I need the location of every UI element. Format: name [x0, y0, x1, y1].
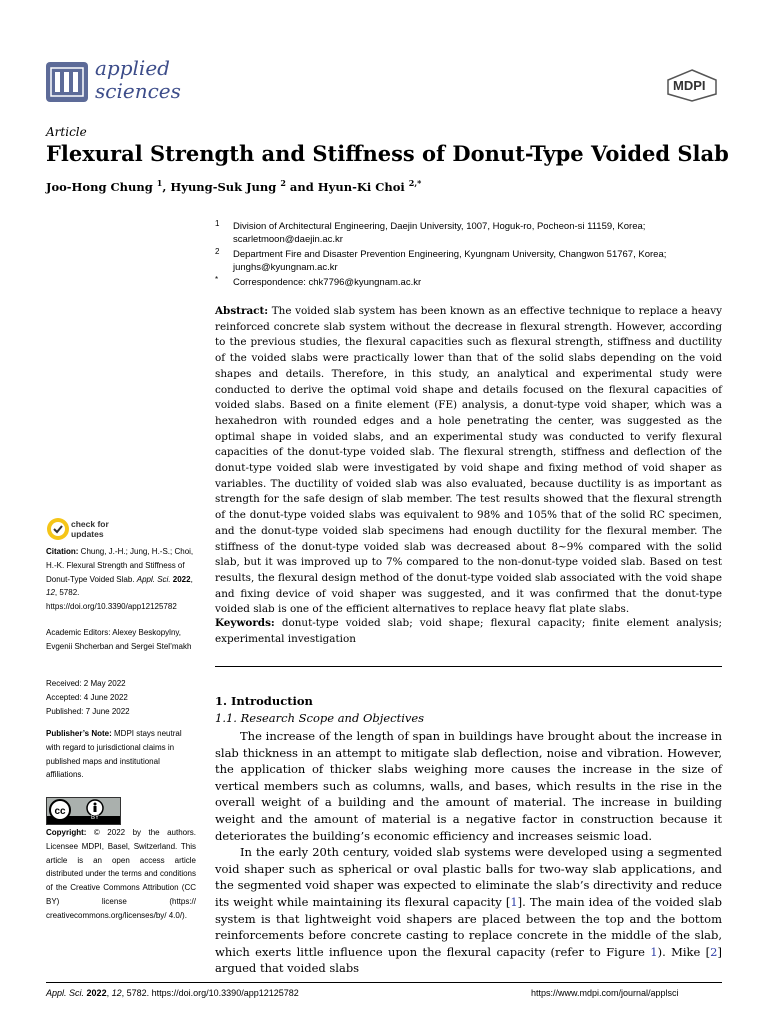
citation-block: Citation: Chung, J.-H.; Jung, H.-S.; Choi, H.-K. Flexural Strength and Stiffness of Donut-Type Voided Slab. Appl. Sci. 2022, 12, 5782. https://doi.org/10.3390/app12125782	[46, 547, 194, 612]
paragraph-text: In the early 20th century, voided slab systems were developed using a segmented void shaper such as spherical or oval plastic balls for two-way slab applications, and the segmented void shaper was expected to eliminate the slab’s directivity and reduce its weight while maintaining its flexural capacity [	[215, 845, 722, 909]
keywords-label: Keywords:	[215, 617, 275, 629]
received-date: Received: 2 May 2022	[46, 679, 126, 688]
paragraph-text: ]. The main idea of the voided slab system is that lightweight void shapers are placed between the top and the bottom reinforcements before concrete casting to replace concrete in the middle of the slab, which exerts little influence upon the flexural capacity (refer to Figure	[215, 894, 722, 959]
academic-editors: Academic Editors: Alexey Beskopylny, Evgenii Shcherban and Sergei Stel’makh	[46, 628, 192, 651]
publisher-name: MDPI	[673, 78, 706, 93]
paragraph: The increase of the length of span in buildings have brought about the increase in slab thickness in an attempt to mitigate slab deflection, noise and vibration. However, the application of thicker slabs weighing more causes the increase in the size of vertical members such as columns, walls, and bases, which results in the rise in the overall weight of a building and the amount of material. The increase in building weight and the amount of material is a negative factor in construction because it deteriorates the building’s economic efficiency and increases seismic load.	[215, 729, 722, 843]
keywords-text: donut-type voided slab; void shape; flexural capacity; finite element analysis; experimental investigation	[215, 617, 722, 645]
affiliation-mark: 1	[215, 219, 220, 228]
author-list	[46, 178, 421, 194]
affiliation-item	[215, 276, 725, 289]
author-separator: ,	[162, 179, 171, 194]
figure-link[interactable]: 1	[650, 944, 658, 959]
publisher-note-text: MDPI stays neutral with regard to jurisdictional claims in published maps and institutional affiliations.	[46, 729, 182, 780]
check-updates-text	[71, 519, 109, 539]
check-updates-icon	[46, 517, 70, 541]
journal-name	[95, 57, 181, 103]
paragraph-text: ] argued that voided slabs	[215, 944, 722, 976]
publisher-note-label: Publisher’s Note:	[46, 729, 112, 738]
author-separator: and	[285, 179, 318, 194]
footer-divider	[46, 982, 722, 983]
creative-commons-icon	[47, 798, 120, 824]
copyright-text: © 2022 by the authors. Licensee MDPI, Basel, Switzerland. This article is an open access article distributed under the terms and conditions of the Creative Commons Attribution (CC BY) license (https:// creativecommons.org/licenses/by/ 4.0/).	[46, 828, 196, 920]
journal-name-line1: applied	[95, 56, 170, 80]
citation-journal: Appl. Sci.	[136, 574, 171, 584]
author-name[interactable]: Joo-Hong Chung	[46, 179, 153, 194]
check-for-updates-badge[interactable]	[46, 517, 156, 547]
footer-journal: Appl. Sci.	[46, 988, 85, 998]
check-updates-line2: updates	[71, 529, 104, 539]
affiliation-mark: *	[215, 275, 219, 284]
cc-by-license-logo[interactable]	[46, 797, 121, 825]
citation-doi[interactable]: , 5782. https://doi.org/10.3390/app12125782	[46, 588, 177, 612]
article-type: Article	[46, 125, 87, 139]
journal-emblem-icon	[46, 62, 88, 102]
abstract-label: Abstract:	[215, 305, 269, 317]
copyright-notice	[46, 826, 196, 923]
citation-text: Chung, J.-H.; Jung, H.-S.; Choi, H.-K. Flexural Strength and Stiffness of Donut-Type Voided Slab.	[46, 547, 194, 584]
author-affiliation-mark: 1	[156, 178, 163, 188]
cc-by-label: BY	[91, 815, 100, 821]
keywords	[215, 616, 722, 647]
reference-link[interactable]: 2	[710, 944, 718, 959]
accepted-date: Accepted: 4 June 2022	[46, 692, 128, 702]
author-affiliation-mark: 2	[280, 178, 286, 188]
footer-doi[interactable]: , 5782. https://doi.org/10.3390/app12125782	[121, 988, 299, 998]
body-text	[215, 728, 722, 977]
footer-journal-url[interactable]: https://www.mdpi.com/journal/applsci	[531, 988, 679, 998]
affiliation-text: Department Fire and Disaster Prevention Engineering, Kyungnam University, Changwon 51767, Korea; junghs@kyungnam.ac.kr	[233, 249, 667, 273]
publisher-note	[46, 727, 196, 782]
affiliation-mark: 2	[215, 247, 220, 256]
subsection-heading: 1.1. Research Scope and Objectives	[215, 711, 425, 725]
section-heading: 1. Introduction	[215, 694, 313, 708]
footer-volume: 12	[111, 988, 122, 998]
author-name[interactable]: Hyung-Suk Jung	[170, 179, 277, 194]
citation-year: 2022	[172, 574, 191, 584]
paragraph	[215, 844, 722, 977]
author-name[interactable]: Hyun-Ki Choi	[317, 179, 405, 194]
affiliation-text: Correspondence: chk7796@kyungnam.ac.kr	[233, 277, 422, 288]
divider	[215, 666, 722, 667]
affiliation-list	[215, 220, 725, 291]
paragraph-text: ). Mike [	[657, 944, 711, 959]
affiliation-item	[215, 248, 725, 274]
affiliation-text: Division of Architectural Engineering, Daejin University, 1007, Hoguk-ro, Pocheon-si 11159, Korea; scarletmoon@daejin.ac.kr	[233, 221, 646, 245]
copyright-label: Copyright:	[46, 828, 87, 837]
published-date: Published: 7 June 2022	[46, 706, 130, 716]
footer-year: 2022	[86, 988, 107, 998]
abstract-text: The voided slab system has been known as an effective technique to replace a heavy reinforced concrete slab system without the decrease in flexural strength. However, according to the previous studies, the flexural capacities such as flexural strength, stiffness and ductility of the voided slabs were practically lower than that of the solid slabs depending on the void shapes and details. Therefore, in this study, an analytical and experimental study were conducted to derive the optimal void shape and details focused on the flexural capacities of voided slabs. Based on a finite element (FE) analysis, a donut-type void shaper, which was a hexahedron with rounded edges and a hole penetrating the center, was suggested as the optimal shape in voided slabs, and an experimental study was conducted to verify flexural capacities of the donut-type voided slab. The flexural strength, stiffness and deflection of the donut-type voided slab were investigated by void shape and fixing method of void shaper as variables. The ductility of voided slab was also evaluated, because ductility is as important as strength for the safe design of slab member. The test results showed that the flexural strength of the donut-type voided slabs was equivalent to 98% and 105% that of the solid RC specimen, and the donut-type voided slab specimens had enough ductility for the flexural member. The stiffness of the donut-type voided slab was decreased about 8~9% compared with the solid slab, but it was improved up to 7% compared to the non-donut-type voided slab. Based on test results, the flexural design method of the donut-type voided slab associated with the void shape and fixing device of void shaper was suggested, and it was confirmed that the donut-type voided slab is one of the efficient alternatives to replace heavy flat plate slabs.	[215, 305, 722, 616]
citation-label: Citation:	[46, 547, 79, 556]
journal-name-line2: sciences	[95, 79, 181, 103]
article-title: Flexural Strength and Stiffness of Donut-Type Voided Slab	[46, 141, 729, 166]
affiliation-item	[215, 220, 725, 246]
journal-logo[interactable]	[46, 56, 186, 106]
article-dates	[46, 677, 196, 718]
check-updates-line1: check for	[71, 519, 109, 529]
author-affiliation-mark: 2,*	[408, 178, 422, 188]
svg-text:cc: cc	[54, 806, 66, 817]
reference-link[interactable]: 1	[510, 894, 518, 909]
publisher-logo[interactable]	[664, 68, 720, 102]
footer-citation: Appl. Sci. 2022, 12, 5782. https://doi.org/10.3390/app12125782	[46, 988, 299, 998]
citation-volume: 12	[46, 588, 55, 598]
abstract	[215, 304, 722, 618]
